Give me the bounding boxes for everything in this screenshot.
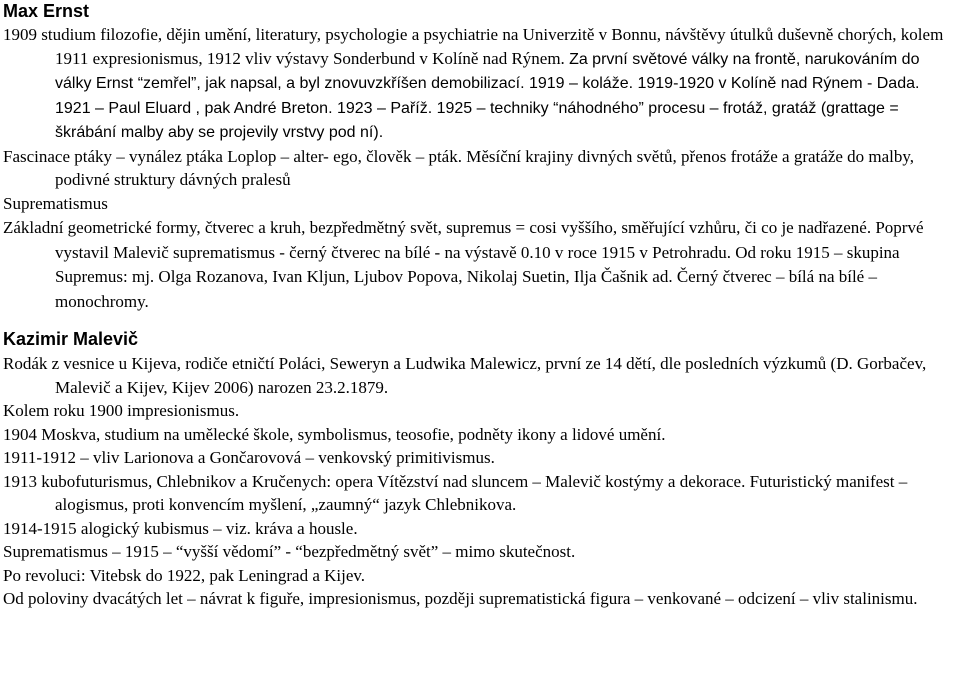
paragraph: 1904 Moskva, studium na umělecké škole, symbolismus, teosofie, podněty ikony a lidové umění. <box>3 424 666 444</box>
paragraph-ernst-birds <box>3 145 958 192</box>
paragraph-suprematismus-label <box>3 192 958 217</box>
paragraph: 1911-1912 – vliv Larionova a Gončarovová – venkovský primitivismus. <box>3 448 495 467</box>
malevic-section <box>3 352 958 611</box>
paragraph-suprematismus-description <box>3 216 958 314</box>
paragraph: 1914-1915 alogický kubismus – viz. kráva a housle. <box>3 518 358 538</box>
paragraph: Kolem roku 1900 impresionismus. <box>3 401 240 420</box>
heading-max-ernst: Max Ernst <box>3 1 90 21</box>
text-run: Měsíční krajiny divných světů, přenos frotáže a gratáže do malby, podivné struktury dávných pralesů <box>55 146 915 189</box>
text-run: Fascinace ptáky – vynález ptáka Loplop – alter- ego, člověk – pták. <box>3 146 467 166</box>
heading-kazimir-malevic: Kazimir Malevič <box>3 329 139 349</box>
document <box>3 0 958 611</box>
paragraph: 1913 kubofuturismus, Chlebnikov a Kručenych: opera Vítězství nad sluncem – Malevič kostýmy a dekorace. Futuristický manifest – alogismus, proti konvencím myšlení, „zaumný“ jazyk Chlebnikova. <box>3 471 908 514</box>
paragraph: Po revoluci: Vitebsk do 1922, pak Leningrad a Kijev. <box>3 565 366 585</box>
text-run: Základní geometrické formy, čtverec a kruh, bezpředmětný svět, supremus = cosi vyššího, směřující vzhůru, či co je nadřazené. Poprvé vystavil Malevič suprematismus - černý čtverec na bílé - na výstavě 0.10 v roce 1915 v Petrohradu. Od roku 1915 – skupina Supremus: mj. Olga Rozanova, Ivan Kljun, Ljubov Popova, Nikolaj Suetin, Ilja Čašnik ad. Černý čtverec – bílá na bílé – monochromy. <box>3 218 924 311</box>
paragraph: Od poloviny dvacátých let – návrat k figuře, impresionismus, později suprematistická figura – venkované – odcizení – vliv stalinismu. <box>3 589 918 608</box>
paragraph: Suprematismus – 1915 – “vyšší vědomí” - “bezpředmětný svět” – mimo skutečnost. <box>3 542 576 561</box>
text-run: 1909 studium filozofie, dějin umění, literatury, psychologie a psychiatrie na Univerzitě v Bonnu, návštěvy útulků duševně chorých, kolem 1911 expresionismus, 1912 vliv výstavy Sonderbund v Kolíně nad Rýnem. <box>3 25 944 68</box>
paragraph-ernst-biography <box>3 23 958 145</box>
text-run: Suprematismus <box>3 193 108 213</box>
paragraph: Rodák z vesnice u Kijeva, rodiče etničtí Poláci, Seweryn a Ludwika Malewicz, první ze 14 dětí, dle posledních výzkumů (D. Gorbačev, Malevič a Kijev, Kijev 2006) narozen 23.2.1879. <box>3 354 927 397</box>
text-run: Za první světové války na frontě, narukováním do války Ernst “zemřel”, jak napsal, a byl znovuvzkříšen demobilizací. 1919 – koláže. 1919-1920 v Kolíně nad Rýnem - Dada. 1921 – Paul Eluard , pak André Breton. 1923 – Paříž. 1925 – techniky “náhodného” procesu – frotáž, gratáž (grattage = škrábání malby aby se projevily vrstvy pod ní). <box>55 50 920 141</box>
